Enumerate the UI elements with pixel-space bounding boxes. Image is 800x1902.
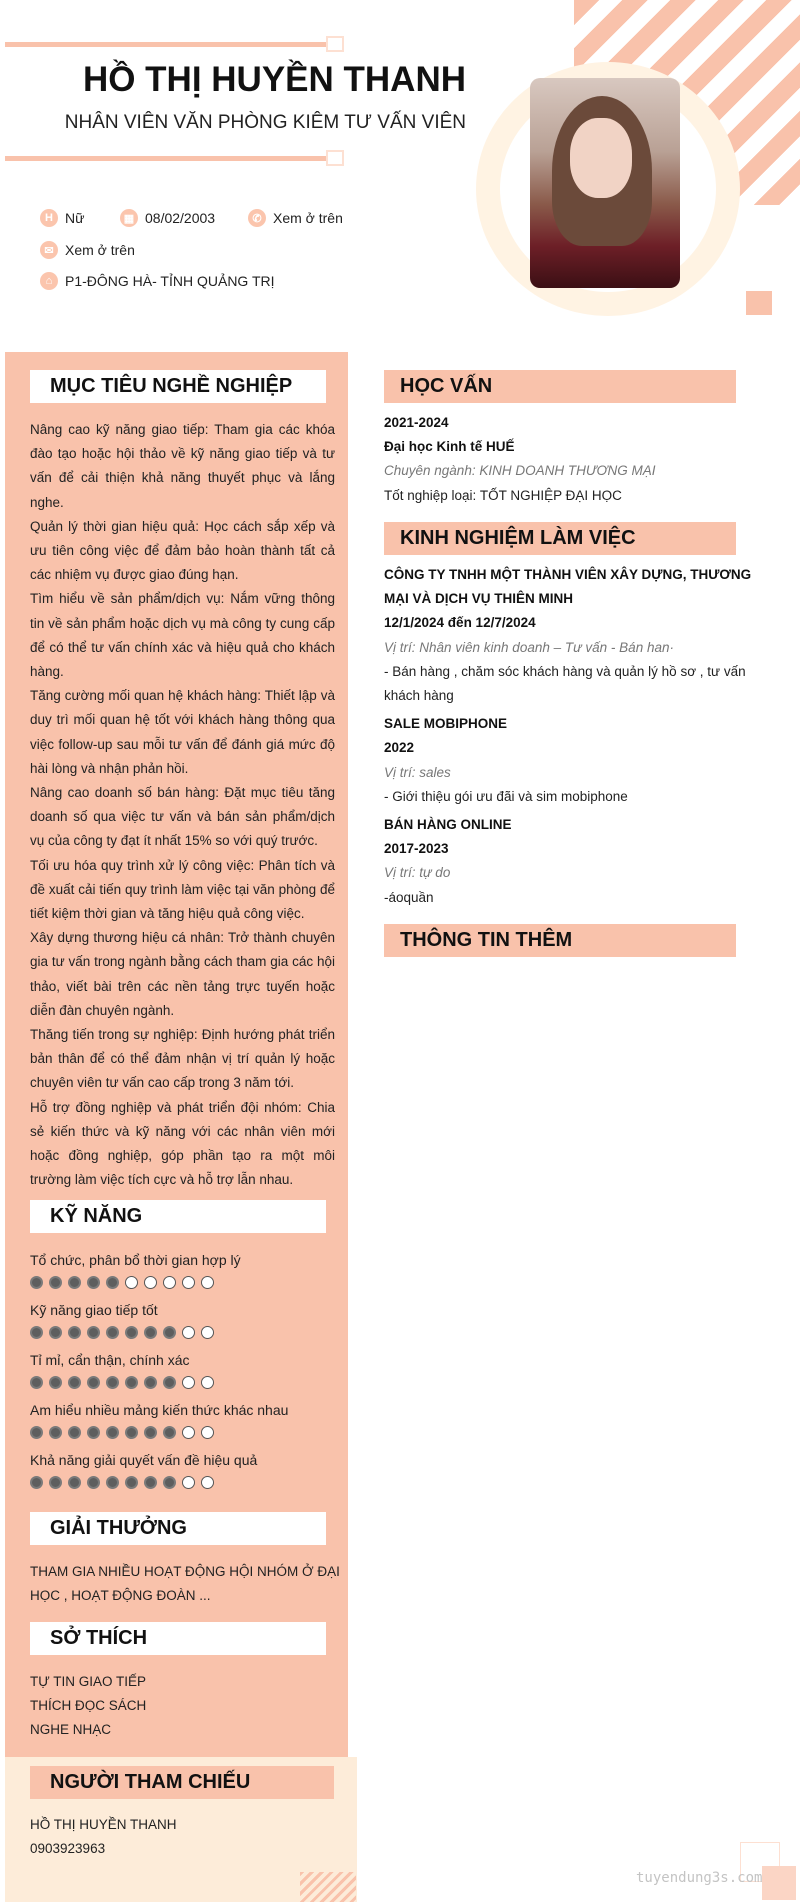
rating-dot-filled	[49, 1276, 62, 1289]
skills-header	[30, 1200, 326, 1233]
objective-paragraph: Tăng cường mối quan hệ khách hàng: Thiết lập và duy trì mối quan hệ tốt với khách hàng thông qua việc follow-up sau mỗi tư vấn để đánh giá mức độ hài lòng và nhận phản hồi.	[30, 688, 335, 776]
address-info	[40, 272, 275, 290]
job-position: Vị trí: Nhân viên kinh doanh – Tư vấn - Bán han·	[384, 639, 674, 655]
reference-text	[30, 1813, 177, 1861]
objective-paragraph: Tìm hiểu về sản phẩm/dịch vụ: Nắm vững thông tin về sản phẩm hoặc dịch vụ mà công ty cung cấp để có thể tư vấn chính xác và hiệu quả cho khách hàng.	[30, 591, 335, 680]
rating-dot-filled	[125, 1476, 138, 1489]
email-value: Xem ở trên	[65, 242, 135, 258]
gender-icon: H	[40, 209, 58, 227]
calendar-icon: ▦	[120, 209, 138, 227]
job-description: khách hàng	[384, 688, 454, 704]
job-period: 2017-2023	[384, 841, 449, 857]
rating-dot-empty	[182, 1476, 195, 1489]
job-position: Vị trí: sales	[384, 764, 451, 780]
job-company: MẠI VÀ DỊCH VỤ THIÊN MINH	[384, 591, 573, 607]
phone-info	[248, 209, 343, 227]
awards-header	[30, 1512, 326, 1545]
gender-value: Nữ	[65, 210, 85, 226]
rating-dot-filled	[68, 1426, 81, 1439]
objective-paragraph: Nâng cao doanh số bán hàng: Đặt mục tiêu tăng doanh số qua việc tư vấn và bán sản phẩm/dịch vụ của công ty đạt ít nhất 15% so với quý trước.	[30, 785, 335, 849]
gender-info	[40, 209, 84, 227]
header-bottom-line	[5, 156, 327, 161]
job-entry	[384, 813, 766, 910]
skill-rating	[30, 1426, 214, 1439]
education-title: HỌC VẤN	[400, 375, 493, 397]
rating-dot-filled	[163, 1476, 176, 1489]
education-details	[384, 411, 766, 508]
awards-text	[30, 1560, 340, 1608]
skill-rating	[30, 1476, 214, 1489]
job-description: - Giới thiệu gói ưu đãi và sim mobiphone	[384, 788, 628, 804]
objective-paragraph: Tối ưu hóa quy trình xử lý công việc: Phân tích và đề xuất cải tiến quy trình làm việc tại văn phòng để tiết kiệm thời gian và tăng hiệu quả công việc.	[30, 857, 335, 922]
job-period: 2022	[384, 740, 415, 756]
job-position: Vị trí: tự do	[384, 865, 451, 881]
reference-header	[30, 1766, 334, 1799]
job-entry	[384, 712, 766, 809]
education-school: Đại học Kinh tế HUẾ	[384, 439, 515, 455]
rating-dot-empty	[182, 1426, 195, 1439]
rating-dot-filled	[49, 1376, 62, 1389]
experience-header	[384, 522, 736, 555]
skill-name: Am hiểu nhiều mảng kiến thức khác nhau	[30, 1402, 289, 1418]
phone-icon: ✆	[248, 209, 266, 227]
email-icon: ✉	[40, 241, 58, 259]
profile-photo	[530, 78, 680, 288]
job-company: BÁN HÀNG ONLINE	[384, 817, 512, 833]
skill-name: Kỹ năng giao tiếp tốt	[30, 1302, 158, 1318]
rating-dot-filled	[106, 1326, 119, 1339]
education-period: 2021-2024	[384, 415, 449, 430]
rating-dot-filled	[163, 1326, 176, 1339]
job-period: 12/1/2024 đến 12/7/2024	[384, 615, 536, 631]
rating-dot-filled	[144, 1426, 157, 1439]
rating-dot-empty	[201, 1426, 214, 1439]
objective-paragraph: Thăng tiến trong sự nghiệp: Định hướng phát triển bản thân để có thể đảm nhận vị trí quản lý hoặc chuyên viên tư vấn cao cấp trong 3 năm tới.	[30, 1027, 335, 1091]
experience-list	[384, 563, 766, 910]
reference-phone: 0903923963	[30, 1841, 106, 1857]
rating-dot-filled	[87, 1326, 100, 1339]
objective-paragraph: Nâng cao kỹ năng giao tiếp: Tham gia các khóa đào tạo hoặc hội thảo về kỹ năng giao tiếp và tư vấn để cải thiện khả năng thuyết phục và lắng nghe.	[30, 422, 335, 510]
address-value: P1-ĐÔNG HÀ- TỈNH QUẢNG TRỊ	[65, 273, 275, 289]
rating-dot-filled	[144, 1476, 157, 1489]
rating-dot-filled	[106, 1476, 119, 1489]
extra-info-title: THÔNG TIN THÊM	[400, 929, 573, 951]
skill-rating	[30, 1376, 214, 1389]
candidate-name: HỒ THỊ HUYỀN THANH	[82, 60, 466, 99]
rating-dot-filled	[49, 1476, 62, 1489]
rating-dot-empty	[182, 1376, 195, 1389]
rating-dot-filled	[125, 1376, 138, 1389]
watermark-square-fill	[762, 1866, 796, 1900]
rating-dot-filled	[163, 1376, 176, 1389]
phone-value: Xem ở trên	[273, 210, 343, 226]
watermark-text: tuyendung3s.com	[636, 1870, 763, 1886]
rating-dot-empty	[182, 1276, 195, 1289]
candidate-role: NHÂN VIÊN VĂN PHÒNG KIÊM TƯ VẤN VIÊN	[64, 112, 466, 133]
rating-dot-filled	[30, 1326, 43, 1339]
objective-paragraph: Quản lý thời gian hiệu quả: Học cách sắp xếp và ưu tiên công việc để đảm bảo hoàn thành tất cả các nhiệm vụ được giao đúng hạn.	[30, 518, 335, 583]
rating-dot-filled	[68, 1326, 81, 1339]
rating-dot-empty	[201, 1276, 214, 1289]
hobbies-title: SỞ THÍCH	[50, 1627, 148, 1649]
skills-title: KỸ NĂNG	[50, 1205, 143, 1227]
job-description: -áoquần	[384, 889, 434, 905]
rating-dot-empty	[182, 1326, 195, 1339]
reference-stripes-decoration	[300, 1872, 356, 1902]
extra-info-header	[384, 924, 736, 957]
rating-dot-filled	[68, 1276, 81, 1289]
header-bottom-line-cap	[326, 150, 344, 166]
job-entry	[384, 563, 766, 708]
objective-paragraph: Xây dựng thương hiệu cá nhân: Trở thành chuyên gia tư vấn trong ngành bằng cách tham gia các hội thảo, viết bài trên các nền tảng trực tuyến hoặc diễn đàn chuyên ngành.	[30, 930, 335, 1018]
rating-dot-filled	[87, 1276, 100, 1289]
email-info	[40, 241, 135, 259]
birthdate-info	[120, 209, 215, 227]
hobby-item: NGHE NHẠC	[30, 1722, 112, 1738]
header-top-line	[5, 42, 327, 47]
objective-title: MỤC TIÊU NGHỀ NGHIỆP	[50, 375, 293, 397]
header-top-line-cap	[326, 36, 344, 52]
skill-name: Tổ chức, phân bổ thời gian hợp lý	[30, 1252, 241, 1268]
education-header	[384, 370, 736, 403]
objective-text	[30, 418, 335, 1193]
rating-dot-filled	[106, 1276, 119, 1289]
objective-header	[30, 370, 326, 403]
rating-dot-filled	[106, 1426, 119, 1439]
skill-name: Tỉ mỉ, cẩn thận, chính xác	[30, 1352, 190, 1368]
rating-dot-filled	[49, 1426, 62, 1439]
hobbies-header	[30, 1622, 326, 1655]
rating-dot-filled	[144, 1326, 157, 1339]
education-major: Chuyên ngành: KINH DOANH THƯƠNG MẠI	[384, 463, 656, 479]
rating-dot-filled	[30, 1276, 43, 1289]
hobbies-list	[30, 1670, 146, 1743]
reference-title: NGƯỜI THAM CHIẾU	[50, 1771, 251, 1793]
skill-rating	[30, 1276, 214, 1289]
objective-paragraph: Hỗ trợ đồng nghiệp và phát triển đội nhóm: Chia sẻ kiến thức và kỹ năng với các nhân viên mới hoặc đồng nghiệp, góp phần tạo ra một môi trường làm việc tích cực và hỗ trợ lẫn nhau.	[30, 1099, 335, 1188]
rating-dot-filled	[30, 1376, 43, 1389]
rating-dot-filled	[87, 1376, 100, 1389]
photo-face-shape	[570, 118, 632, 198]
hobby-item: TỰ TIN GIAO TIẾP	[30, 1674, 147, 1689]
rating-dot-filled	[144, 1376, 157, 1389]
rating-dot-empty	[125, 1276, 138, 1289]
rating-dot-filled	[87, 1426, 100, 1439]
job-company: SALE MOBIPHONE	[384, 716, 508, 732]
job-description: - Bán hàng , chăm sóc khách hàng và quản lý hồ sơ , tư vấn	[384, 663, 746, 679]
skill-name: Khả năng giải quyết vấn đề hiệu quả	[30, 1452, 258, 1468]
skill-rating	[30, 1326, 214, 1339]
awards-line: THAM GIA NHIỀU HOẠT ĐỘNG HỘI NHÓM Ở ĐẠI	[30, 1564, 340, 1579]
home-icon: ⌂	[40, 272, 58, 290]
rating-dot-filled	[30, 1426, 43, 1439]
rating-dot-filled	[30, 1476, 43, 1489]
rating-dot-filled	[87, 1476, 100, 1489]
rating-dot-empty	[201, 1376, 214, 1389]
rating-dot-filled	[68, 1376, 81, 1389]
rating-dot-empty	[201, 1476, 214, 1489]
awards-title: GIẢI THƯỞNG	[50, 1517, 187, 1539]
awards-line: HỌC , HOẠT ĐỘNG ĐOÀN ...	[30, 1588, 211, 1604]
rating-dot-empty	[163, 1276, 176, 1289]
birthdate-value: 08/02/2003	[145, 210, 216, 226]
reference-name: HỒ THỊ HUYỀN THANH	[30, 1817, 177, 1832]
education-grade: Tốt nghiệp loại: TỐT NGHIỆP ĐẠI HỌC	[384, 487, 622, 503]
rating-dot-empty	[144, 1276, 157, 1289]
rating-dot-filled	[125, 1326, 138, 1339]
hobby-item: THÍCH ĐỌC SÁCH	[30, 1698, 147, 1714]
corner-square-decoration	[746, 291, 772, 315]
rating-dot-filled	[163, 1426, 176, 1439]
rating-dot-filled	[49, 1326, 62, 1339]
rating-dot-filled	[68, 1476, 81, 1489]
experience-title: KINH NGHIỆM LÀM VIỆC	[400, 527, 636, 549]
rating-dot-filled	[106, 1376, 119, 1389]
rating-dot-empty	[201, 1326, 214, 1339]
rating-dot-filled	[125, 1426, 138, 1439]
job-company: CÔNG TY TNHH MỘT THÀNH VIÊN XÂY DỰNG, THƯƠNG	[384, 567, 752, 582]
